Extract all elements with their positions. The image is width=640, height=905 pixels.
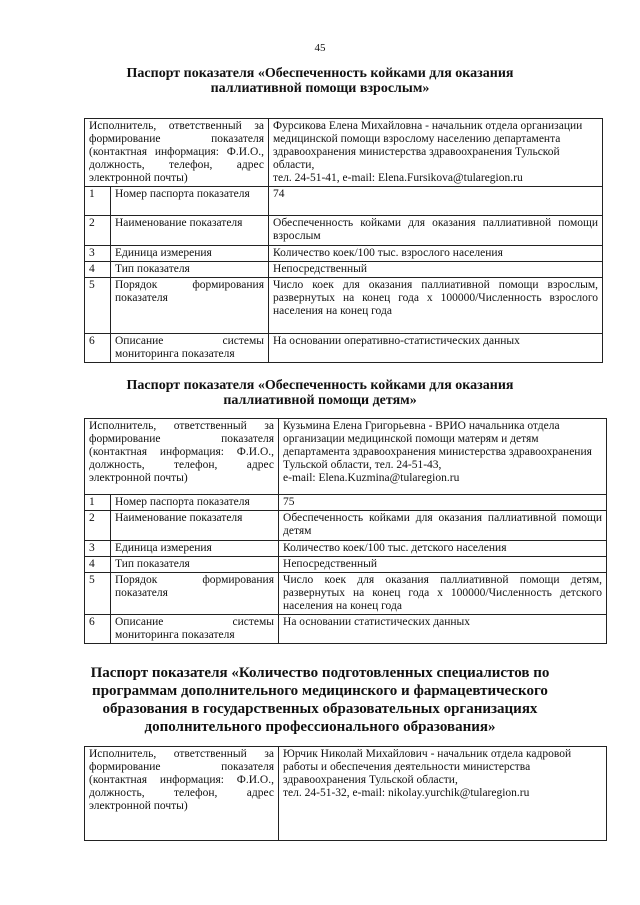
row-label: Описание системы мониторинга показателя xyxy=(111,615,279,644)
row-label: Тип показателя xyxy=(111,262,269,278)
row-value: 74 xyxy=(269,187,603,216)
section-1-title-line-1: Паспорт показателя «Обеспеченность койками для оказания xyxy=(126,66,514,81)
row-number: 3 xyxy=(85,246,111,262)
table-row xyxy=(85,216,603,246)
table-row xyxy=(85,541,607,557)
table-row xyxy=(85,187,603,216)
row-label: Порядок формирования показателя xyxy=(111,278,269,334)
table-row xyxy=(85,557,607,573)
row-value: На основании статистических данных xyxy=(279,615,607,644)
row-number: 1 xyxy=(85,495,111,511)
row-number: 3 xyxy=(85,541,111,557)
section-2-table xyxy=(84,418,607,644)
executor-value xyxy=(279,747,607,841)
section-3-title xyxy=(60,664,580,736)
table-row xyxy=(85,278,603,334)
section-2-title-line-1: Паспорт показателя «Обеспеченность койками для оказания xyxy=(126,378,514,393)
table-row xyxy=(85,747,607,841)
row-number: 2 xyxy=(85,216,111,246)
row-value: Количество коек/100 тыс. детского населения xyxy=(279,541,607,557)
row-label: Описание системы мониторинга показателя xyxy=(111,334,269,363)
section-2-title-line-2: паллиативной помощи детям» xyxy=(223,393,417,408)
row-number: 6 xyxy=(85,615,111,644)
executor-value-main: Кузьмина Елена Григорьевна - ВРИО начальника отдела организации медицинской помощи матерям и детям департамента здравоохранения министерства здравоохранения Тульской области, тел. 24-51-43, xyxy=(283,420,592,471)
section-1-table xyxy=(84,118,603,363)
row-value: 75 xyxy=(279,495,607,511)
section-2-title xyxy=(70,378,570,408)
row-value: Непосредственный xyxy=(269,262,603,278)
row-number: 1 xyxy=(85,187,111,216)
executor-value-contacts: тел. 24-51-41, e-mail: Elena.Fursikova@tularegion.ru xyxy=(273,172,523,184)
row-label: Наименование показателя xyxy=(111,216,269,246)
page-number: 45 xyxy=(314,42,326,54)
row-number: 2 xyxy=(85,511,111,541)
section-3-table xyxy=(84,746,607,841)
executor-label: Исполнитель, ответственный за формирование показателя (контактная информация: Ф.И.О., должность, телефон, адрес электронной почты) xyxy=(85,119,269,187)
row-value: Число коек для оказания паллиативной помощи взрослым, развернутых на конец года х 100000/Численность взрослого населения на конец года xyxy=(269,278,603,334)
row-number: 5 xyxy=(85,278,111,334)
section-1-title xyxy=(70,66,570,96)
table-row xyxy=(85,246,603,262)
executor-value-main: Юрчик Николай Михайлович - начальник отдела кадровой работы и обеспечения деятельности министерства здравоохранения Тульской области, xyxy=(283,748,572,786)
executor-label: Исполнитель, ответственный за формирование показателя (контактная информация: Ф.И.О., должность, телефон, адрес электронной почты) xyxy=(85,747,279,841)
table-row xyxy=(85,119,603,187)
executor-value-main: Фурсикова Елена Михайловна - начальник отдела организации медицинской помощи взрослому населению департамента здравоохранения министерства здравоохранения Тульской области, xyxy=(273,120,583,171)
section-3-title-line-4: дополнительного профессионального образования» xyxy=(144,719,496,735)
executor-value-contacts: тел. 24-51-32, e-mail: nikolay.yurchik@tularegion.ru xyxy=(283,787,530,799)
section-3-title-line-2: программам дополнительного медицинского и фармацевтического xyxy=(92,683,548,699)
executor-value xyxy=(279,419,607,495)
table-row xyxy=(85,262,603,278)
table-row xyxy=(85,334,603,363)
row-value: Число коек для оказания паллиативной помощи детям, развернутых на конец года х 100000/Численность детского населения на конец года xyxy=(279,573,607,615)
table-row xyxy=(85,419,607,495)
section-1-title-line-2: паллиативной помощи взрослым» xyxy=(210,81,430,96)
row-value: Количество коек/100 тыс. взрослого населения xyxy=(269,246,603,262)
row-value: Непосредственный xyxy=(279,557,607,573)
table-row xyxy=(85,495,607,511)
row-label: Наименование показателя xyxy=(111,511,279,541)
row-label: Единица измерения xyxy=(111,541,279,557)
row-number: 4 xyxy=(85,262,111,278)
row-label: Единица измерения xyxy=(111,246,269,262)
executor-value xyxy=(269,119,603,187)
table-row xyxy=(85,615,607,644)
executor-label: Исполнитель, ответственный за формирование показателя (контактная информация: Ф.И.О., должность, телефон, адрес электронной почты) xyxy=(85,419,279,495)
section-3-title-line-3: образования в государственных образовательных организациях xyxy=(102,701,538,717)
row-value: Обеспеченность койками для оказания паллиативной помощи детям xyxy=(279,511,607,541)
table-row xyxy=(85,573,607,615)
row-number: 6 xyxy=(85,334,111,363)
row-label: Порядок формирования показателя xyxy=(111,573,279,615)
row-label: Тип показателя xyxy=(111,557,279,573)
table-row xyxy=(85,511,607,541)
row-label: Номер паспорта показателя xyxy=(111,495,279,511)
executor-value-contacts: e-mail: Elena.Kuzmina@tularegion.ru xyxy=(283,472,460,484)
row-value: На основании оперативно-статистических данных xyxy=(269,334,603,363)
section-3-title-line-1: Паспорт показателя «Количество подготовленных специалистов по xyxy=(90,665,550,681)
row-label: Номер паспорта показателя xyxy=(111,187,269,216)
row-number: 4 xyxy=(85,557,111,573)
row-value: Обеспеченность койками для оказания паллиативной помощи взрослым xyxy=(269,216,603,246)
row-number: 5 xyxy=(85,573,111,615)
